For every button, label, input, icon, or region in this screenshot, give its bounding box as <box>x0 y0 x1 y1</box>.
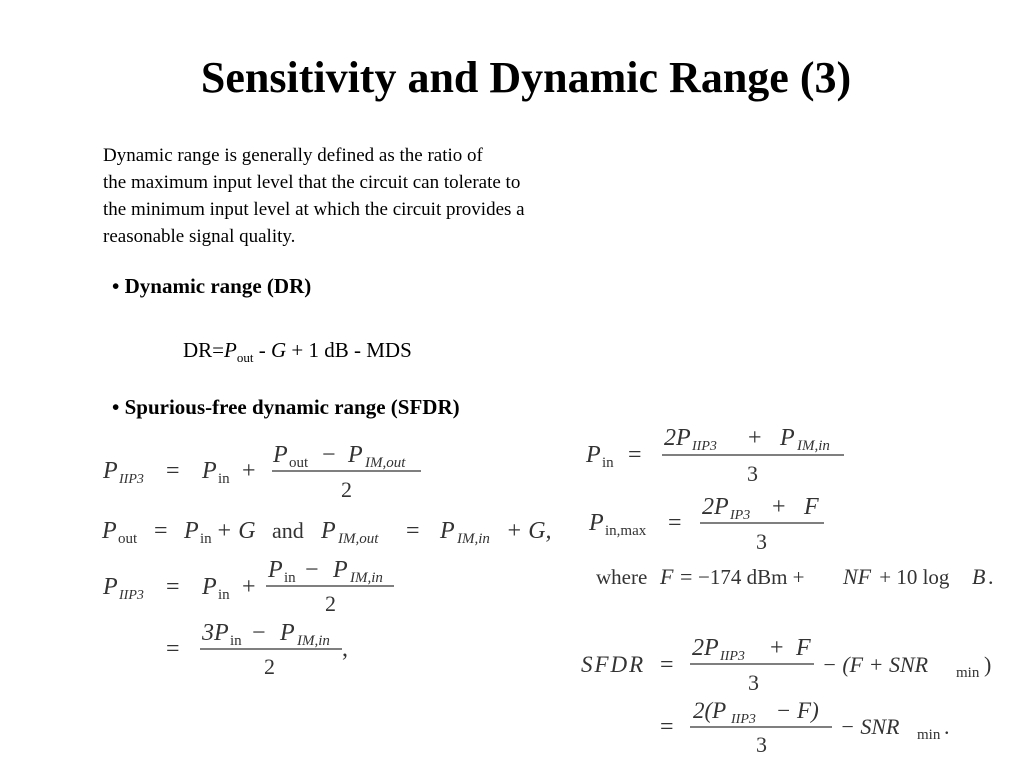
bullet-marker-2: • <box>112 395 120 419</box>
svg-text:2: 2 <box>264 654 275 679</box>
svg-text:2P: 2P <box>702 494 729 520</box>
svg-text:out: out <box>289 455 309 471</box>
svg-text:P: P <box>202 574 217 600</box>
svg-text:P: P <box>184 518 199 544</box>
equation-pin <box>585 425 844 486</box>
svg-text:+: + <box>242 574 256 600</box>
svg-text:IIP3: IIP3 <box>731 712 756 727</box>
svg-text:P: P <box>202 458 217 484</box>
definition-line-3: the minimum input level at which the circuit provides a <box>103 199 525 220</box>
svg-text:=: = <box>660 652 674 678</box>
svg-text:IM,in: IM,in <box>797 438 830 454</box>
svg-text:P: P <box>440 518 455 544</box>
svg-text:and: and <box>272 518 304 543</box>
svg-text:+: + <box>242 458 256 484</box>
svg-text:P: P <box>102 518 117 544</box>
svg-text:in: in <box>218 587 230 603</box>
bullet-marker: • <box>112 274 120 298</box>
svg-text:IIP3: IIP3 <box>692 439 717 454</box>
svg-text:3: 3 <box>748 670 759 695</box>
svg-text:P: P <box>273 442 288 468</box>
svg-text:− F): − F) <box>770 698 819 723</box>
equation-sfdr <box>581 635 991 695</box>
svg-text:min: min <box>956 665 980 681</box>
svg-text:IIP3: IIP3 <box>119 472 144 487</box>
svg-text:=: = <box>166 636 180 662</box>
equation-pin-max <box>588 494 824 554</box>
definition-line-4: reasonable signal quality. <box>103 226 296 247</box>
svg-text:−: − <box>252 620 266 646</box>
svg-text:in: in <box>230 633 242 649</box>
svg-text:3: 3 <box>747 461 758 486</box>
svg-text:P: P <box>333 557 348 583</box>
svg-text:3: 3 <box>756 732 767 757</box>
slide-title: Sensitivity and Dynamic Range (3) <box>200 53 852 102</box>
equation-iip3-out <box>102 442 421 502</box>
svg-text:in: in <box>218 471 230 487</box>
svg-text:IM,in: IM,in <box>297 633 330 649</box>
svg-text:P: P <box>589 510 604 536</box>
svg-text:.: . <box>988 564 994 589</box>
svg-text:+ 10 log: + 10 log <box>874 565 955 589</box>
svg-text:=: = <box>166 574 180 600</box>
svg-text:−: − <box>322 442 336 468</box>
svg-text:F: F <box>660 564 674 589</box>
svg-text:IIP3: IIP3 <box>720 649 745 664</box>
svg-text:P: P <box>103 574 118 600</box>
svg-text:=: = <box>628 442 642 468</box>
svg-text:=: = <box>166 458 180 484</box>
dr-p: P <box>224 338 237 362</box>
svg-text:=: = <box>660 714 674 740</box>
svg-text:F: F <box>796 635 811 661</box>
svg-text:P: P <box>103 458 118 484</box>
equation-iip3-in <box>102 557 394 616</box>
svg-text:SFDR: SFDR <box>581 652 646 677</box>
svg-text:−174 dBm +: −174 dBm + <box>698 565 810 589</box>
dr-g: G <box>270 338 287 362</box>
definition-line-1: Dynamic range is generally defined as the ratio of <box>103 145 483 166</box>
svg-text:+: + <box>770 635 784 661</box>
svg-text:min: min <box>917 727 941 743</box>
equation-iip3-simplified <box>166 620 348 679</box>
svg-text:out: out <box>118 531 138 547</box>
equation-pout <box>101 518 552 547</box>
svg-text:in: in <box>284 570 296 586</box>
svg-text:− SNR: − SNR <box>840 714 900 739</box>
svg-text:P: P <box>348 442 363 468</box>
svg-text:=: = <box>154 518 168 544</box>
bullet-sfdr-label: Spurious-free dynamic range (SFDR) <box>124 395 460 419</box>
svg-text:IP3: IP3 <box>730 508 751 523</box>
svg-text:2P: 2P <box>692 635 719 661</box>
dr-prefix: DR= <box>183 338 225 362</box>
svg-text:in: in <box>200 531 212 547</box>
svg-text:P: P <box>280 620 295 646</box>
bullet-dr-label: Dynamic range (DR) <box>124 274 312 298</box>
svg-text:B: B <box>972 564 986 589</box>
svg-text:P: P <box>268 557 283 583</box>
svg-text:+ G,: + G, <box>506 518 552 544</box>
svg-text:F: F <box>804 494 819 520</box>
svg-text:2: 2 <box>341 477 352 502</box>
svg-text:+: + <box>748 425 762 451</box>
svg-text:IM,in: IM,in <box>457 531 490 547</box>
svg-text:−: − <box>305 557 319 583</box>
svg-text:in,max: in,max <box>605 523 647 539</box>
svg-text:=: = <box>406 518 420 544</box>
svg-text:3P: 3P <box>202 620 229 646</box>
svg-text:3: 3 <box>756 529 767 554</box>
svg-text:NF: NF <box>843 564 872 589</box>
svg-text:): ) <box>984 652 992 677</box>
dr-sub: out <box>236 350 254 366</box>
definition-line-2: the maximum input level that the circuit can tolerate to <box>103 172 521 193</box>
svg-text:+ G: + G <box>216 518 256 544</box>
svg-text:=: = <box>680 564 693 589</box>
svg-text:P: P <box>321 518 336 544</box>
svg-text:IM,out: IM,out <box>338 531 379 547</box>
svg-text:where: where <box>596 565 648 589</box>
svg-text:=: = <box>668 510 682 536</box>
equation-where-f <box>596 564 994 589</box>
svg-text:P: P <box>586 442 601 468</box>
dr-rest2: + 1 dB - MDS <box>286 338 412 362</box>
svg-text:.: . <box>944 714 950 739</box>
dr-rest1: - <box>253 338 271 362</box>
svg-text:IM,out: IM,out <box>365 455 406 471</box>
svg-text:in: in <box>602 455 614 471</box>
svg-text:+: + <box>772 494 786 520</box>
equation-sfdr-simplified <box>660 698 950 757</box>
svg-text:− (F + SNR: − (F + SNR <box>822 652 929 677</box>
svg-text:IM,in: IM,in <box>350 570 383 586</box>
svg-text:2P: 2P <box>664 425 691 451</box>
svg-text:IIP3: IIP3 <box>119 588 144 603</box>
svg-text:2(P: 2(P <box>693 698 727 723</box>
svg-text:,: , <box>342 636 348 662</box>
svg-text:P: P <box>780 425 795 451</box>
svg-text:2: 2 <box>325 591 336 616</box>
